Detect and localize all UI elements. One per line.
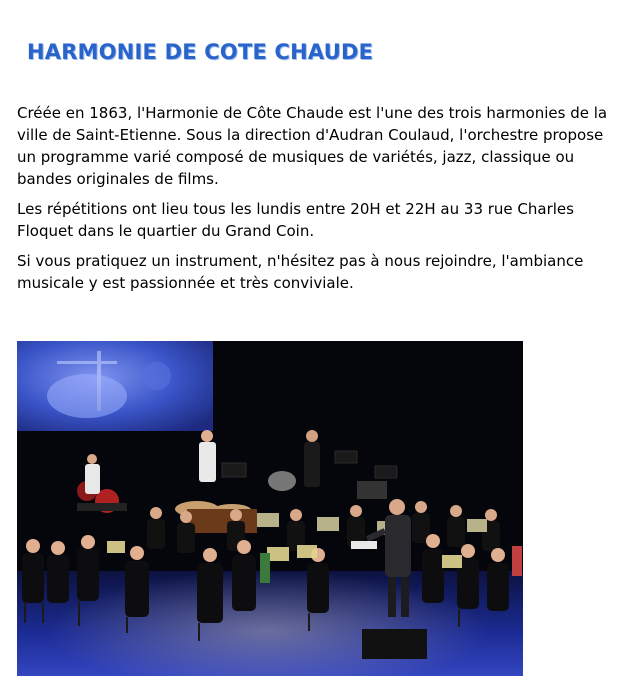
orchestra-photo-illustration xyxy=(17,341,523,676)
intro-paragraph-history: Créée en 1863, l'Harmonie de Côte Chaude est l'une des trois harmonies de la ville de Saint-Etienne. Sous la direction d'Audran Coulaud, l'orchestre propose un programme varié composé de musiques de variétés, jazz, classique ou bandes originales de films. xyxy=(17,104,608,188)
intro-text xyxy=(17,102,612,302)
orchestra-photo xyxy=(17,341,523,676)
page-title: HARMONIE DE COTE CHAUDE xyxy=(27,40,374,64)
intro-paragraph-invitation: Si vous pratiquez un instrument, n'hésitez pas à nous rejoindre, l'ambiance musicale y est passionnée et très conviviale. xyxy=(17,252,584,292)
intro-paragraph-rehearsals: Les répétitions ont lieu tous les lundis entre 20H et 22H au 33 rue Charles Floquet dans le quartier du Grand Coin. xyxy=(17,200,574,240)
conductor-podium xyxy=(362,629,427,659)
